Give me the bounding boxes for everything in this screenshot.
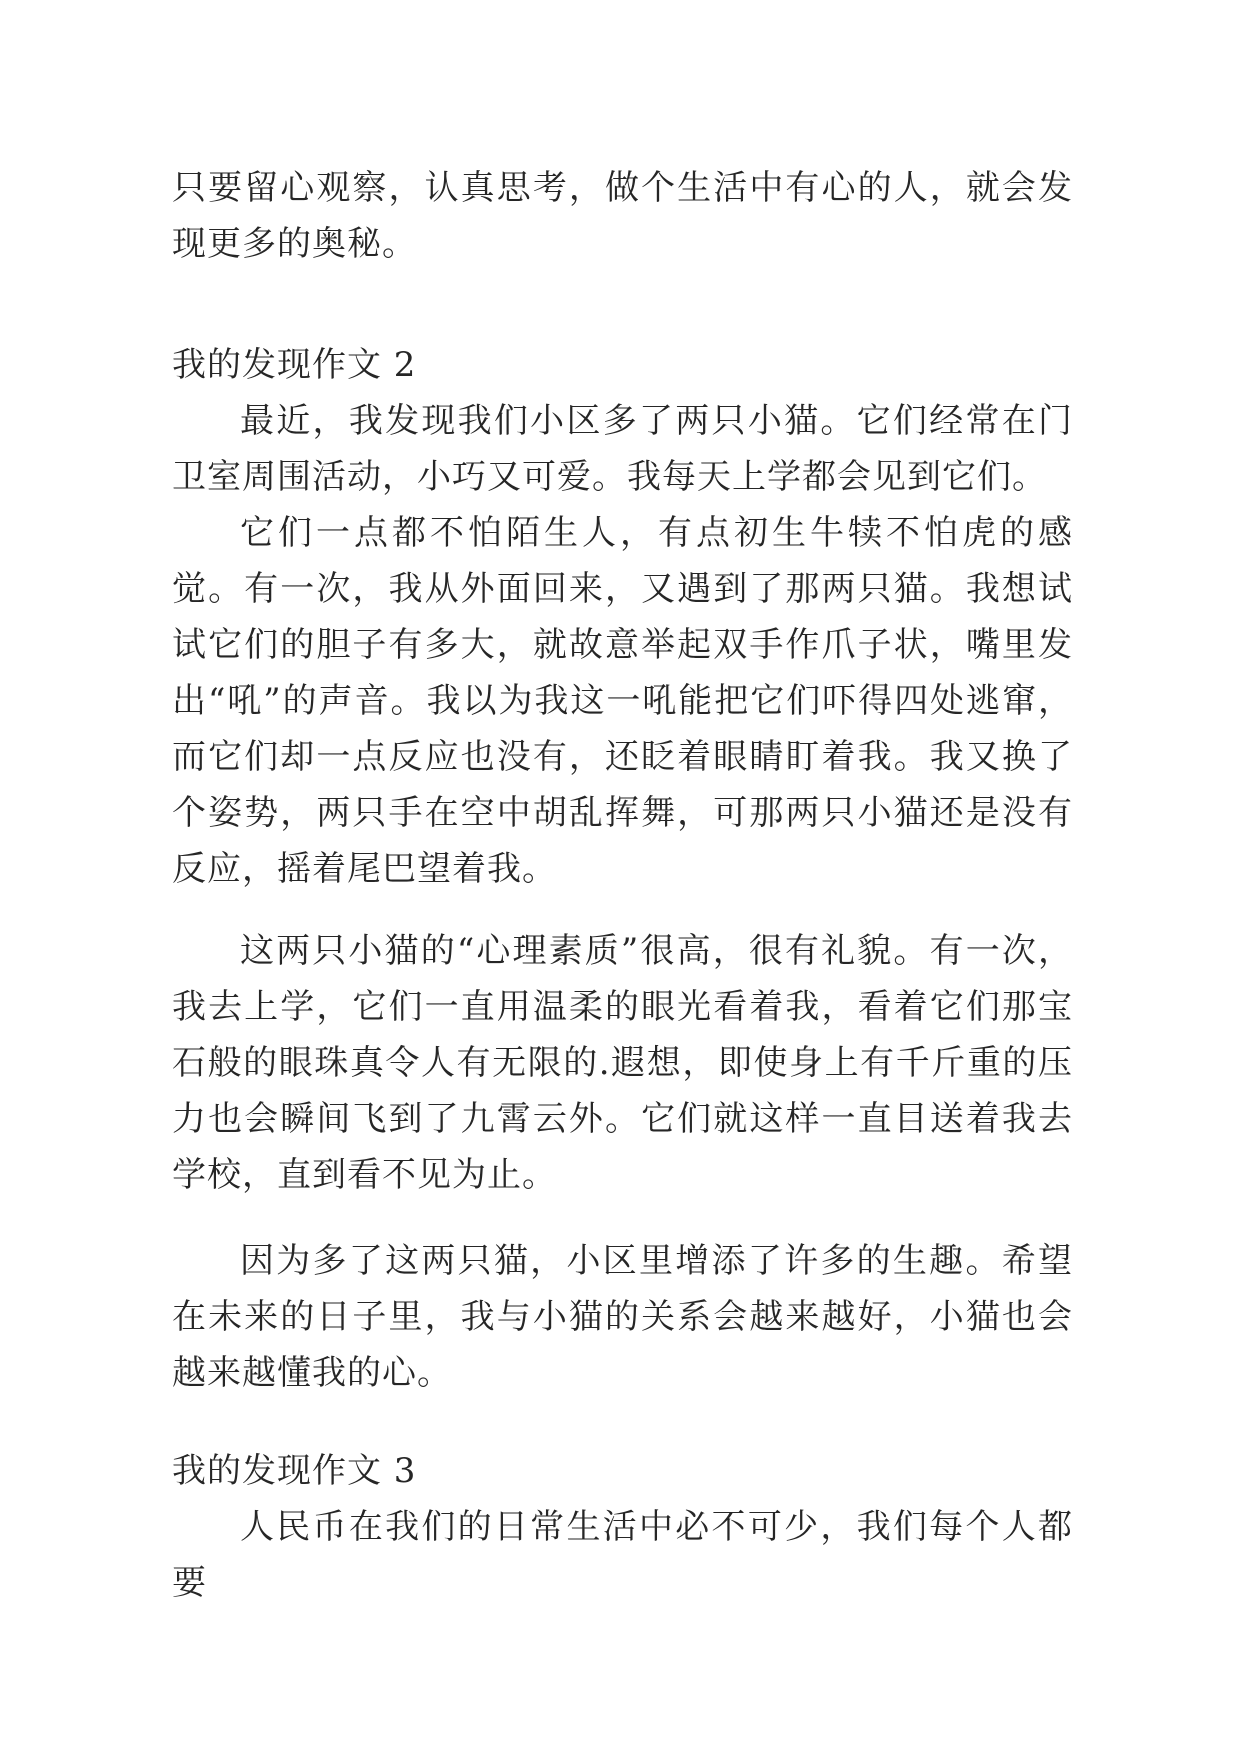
essay-3-heading: 我的发现作文 3	[172, 1451, 417, 1491]
essay-2-paragraph-1: 最近，我发现我们小区多了两只小猫。它们经常在门卫室周围活动，小巧又可爱。我每天上学都会见到它们。	[172, 401, 1073, 497]
text-column	[172, 160, 1073, 1611]
essay-2-paragraph-4: 因为多了这两只猫，小区里增添了许多的生趣。希望在未来的日子里，我与小猫的关系会越来越好，小猫也会越来越懂我的心。	[172, 1241, 1073, 1393]
essay-2-paragraph-3: 这两只小猫的“心理素质”很高，很有礼貌。有一次，我去上学，它们一直用温柔的眼光看着我，看着它们那宝石般的眼珠真令人有无限的.遐想，即使身上有千斤重的压力也会瞬间飞到了九霄云外。它们就这样一直目送着我去学校，直到看不见为止。	[172, 931, 1073, 1195]
essay-2-paragraph-2: 它们一点都不怕陌生人，有点初生牛犊不怕虎的感觉。有一次，我从外面回来，又遇到了那两只猫。我想试试它们的胆子有多大，就故意举起双手作爪子状，嘴里发出“吼”的声音。我以为我这一吼能把它们吓得四处逃窜，而它们却一点反应也没有，还眨着眼睛盯着我。我又换了个姿势，两只手在空中胡乱挥舞，可那两只小猫还是没有反应，摇着尾巴望着我。	[172, 513, 1073, 889]
essay-3-paragraph-1: 人民币在我们的日常生活中必不可少，我们每个人都要	[172, 1507, 1073, 1603]
continuation-paragraph: 只要留心观察，认真思考，做个生活中有心的人，就会发现更多的奥秘。	[172, 168, 1073, 264]
essay-2-heading: 我的发现作文 2	[172, 345, 417, 385]
